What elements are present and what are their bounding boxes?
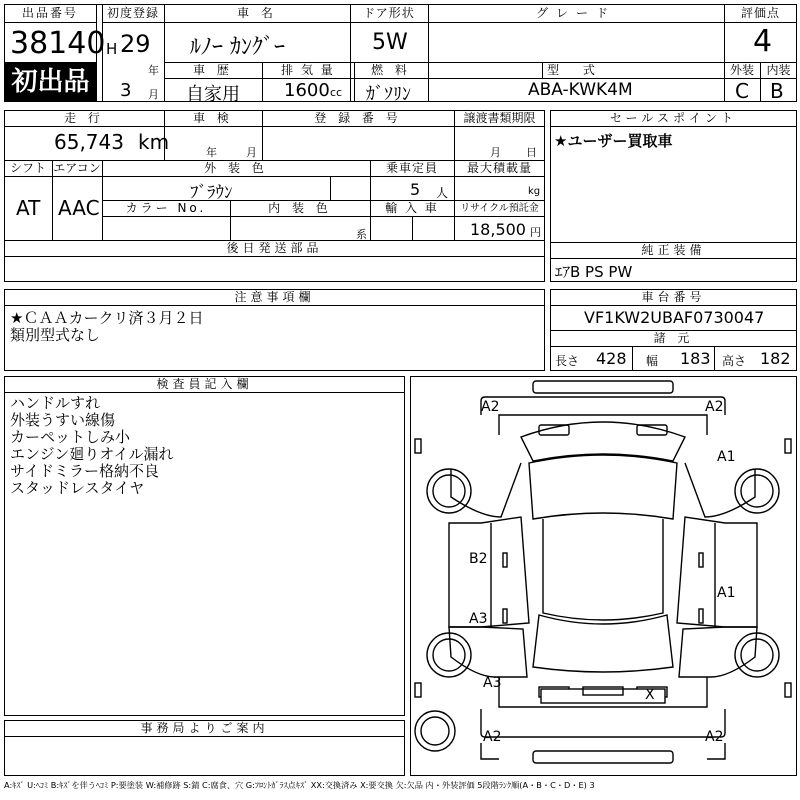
- model-code: ABA-KWK4M: [528, 80, 633, 100]
- equipment-label: 純正装備: [641, 243, 706, 257]
- sales-point: ★ユーザー買取車: [554, 132, 673, 150]
- displacement-unit: cc: [330, 86, 343, 99]
- lot-number: 38140: [10, 26, 106, 61]
- car-name-label: 車 名: [237, 6, 277, 20]
- import-label: 輸 入 車: [385, 201, 439, 215]
- seats: 5: [410, 180, 421, 199]
- first-reg-year: 29: [120, 30, 151, 58]
- ext-color: ﾌﾞﾗｳﾝ: [190, 183, 233, 203]
- score: 4: [753, 24, 773, 59]
- ext-color-label: 外 装 色: [204, 161, 268, 175]
- note-line: 類別型式なし: [10, 326, 101, 344]
- first-reg-month: 3: [120, 80, 132, 101]
- office-label: 事務局よりご案内: [140, 721, 269, 735]
- ac: AAC: [58, 196, 100, 220]
- color-no-label: カラー No.: [125, 201, 207, 215]
- history: 自家用: [186, 84, 240, 105]
- inspection-label: 車 検: [193, 111, 233, 125]
- damage-mark: A1: [717, 449, 736, 465]
- damage-mark: A3: [469, 611, 488, 627]
- history-label: 車 歴: [193, 63, 233, 77]
- seats-label: 乗車定員: [385, 161, 438, 175]
- inspector-line: サイドミラー格納不良: [10, 462, 159, 480]
- notes-lines: [10, 310, 203, 344]
- equipment: ｴｱB PS PW: [555, 263, 633, 281]
- interior-label: 内装: [766, 63, 791, 77]
- shift: AT: [16, 196, 41, 220]
- score-label: 評価点: [740, 6, 780, 20]
- exterior-grade: C: [735, 79, 749, 103]
- grade-label: グレード: [535, 6, 616, 20]
- load-label: 最大積載量: [466, 161, 532, 175]
- inspector-line: エンジン廻りオイル漏れ: [10, 445, 174, 463]
- width: 183: [680, 349, 711, 368]
- model-label: 型 式: [547, 63, 605, 77]
- reg-no-label: 登 録 番 号: [314, 111, 402, 125]
- year-unit: 年: [148, 64, 159, 77]
- fuel: ｶﾞｿﾘﾝ: [366, 84, 411, 105]
- month-unit: 月: [148, 88, 159, 101]
- sales-point-label: セールスポイント: [610, 111, 737, 125]
- height: 182: [760, 349, 791, 368]
- ac-label: エアコン: [53, 161, 101, 175]
- damage-mark: B2: [469, 551, 488, 567]
- lot-number-label: 出品番号: [21, 6, 78, 20]
- interior-grade: B: [770, 79, 784, 103]
- first-reg-label: 初度登録: [106, 6, 159, 20]
- first-listing-badge: 初出品: [5, 63, 96, 101]
- fuel-label: 燃 料: [371, 63, 411, 77]
- recycle-label: リサイクル預託金: [460, 203, 539, 214]
- note-line: ★ＣＡＡカークリ済３月２日: [10, 309, 204, 327]
- mileage-label: 走 行: [64, 111, 104, 125]
- damage-mark: X: [645, 687, 655, 703]
- displacement: 1600: [284, 80, 330, 101]
- load-unit: kg: [528, 186, 541, 197]
- inspector-line: ハンドルすれ: [10, 394, 101, 412]
- chassis-label: 車台番号: [641, 290, 706, 304]
- inspector-line: 外装うすい線傷: [10, 411, 116, 429]
- damage-mark: A2: [483, 729, 502, 745]
- car-diagram-svg: [411, 377, 796, 775]
- int-color-label: 内 装 色: [268, 201, 332, 215]
- door-label: ドア形状: [363, 6, 415, 20]
- mileage-unit: km: [138, 130, 170, 154]
- later-parts-label: 後日発送部品: [226, 241, 323, 255]
- legend: A:ｷｽﾞ U:ﾍｺﾐ B:ｷｽﾞを伴うﾍｺﾐ P:要塗装 W:補修跡 S:錆 C:腐食、穴 G:ﾌﾛﾝﾄｶﾞﾗｽ点ｷｽﾞ XX:交換済み X:要交換 欠:欠品 内・外装評価 5段階ﾗﾝｸ順(A・B・C・D・E) 3: [4, 780, 595, 790]
- seats-unit: 人: [436, 186, 449, 200]
- transfer-month-unit: 月: [490, 146, 501, 159]
- damage-mark: A3: [483, 675, 502, 691]
- era: H: [106, 40, 118, 58]
- length-label: 長さ: [555, 354, 580, 368]
- exterior-label: 外装: [729, 63, 754, 77]
- inspection-month-unit: 月: [246, 146, 257, 159]
- dimensions-label: 諸 元: [653, 331, 694, 345]
- damage-mark: A2: [705, 729, 724, 745]
- damage-mark: A2: [705, 399, 724, 415]
- damage-diagram: [410, 376, 797, 776]
- transfer-day-unit: 日: [526, 146, 537, 159]
- width-label: 幅: [646, 354, 659, 368]
- transfer-label: 譲渡書類期限: [463, 111, 536, 125]
- inspector-line: スタッドレスタイヤ: [10, 479, 145, 497]
- recycle-fee: 18,500: [470, 220, 526, 239]
- mileage: 65,743: [54, 130, 124, 154]
- inspection-year-unit: 年: [206, 146, 217, 159]
- height-label: 高さ: [722, 354, 747, 368]
- door-type: 5W: [372, 30, 408, 55]
- damage-mark: A2: [481, 399, 500, 415]
- inspector-label: 検査員記入欄: [156, 377, 253, 391]
- inspector-lines: [10, 395, 174, 497]
- inspector-line: カーペットしみ小: [10, 428, 131, 446]
- car-name: ﾙﾉｰ ｶﾝｸﾞｰ: [190, 35, 285, 60]
- recycle-unit: 円: [530, 226, 541, 239]
- shift-label: シフト: [9, 161, 46, 175]
- damage-mark: A1: [717, 585, 736, 601]
- displacement-label: 排 気 量: [281, 63, 335, 77]
- length: 428: [596, 349, 627, 368]
- notes-label: 注意事項欄: [234, 290, 315, 304]
- int-color-suffix: 系: [356, 228, 367, 241]
- chassis-number: VF1KW2UBAF0730047: [584, 308, 765, 327]
